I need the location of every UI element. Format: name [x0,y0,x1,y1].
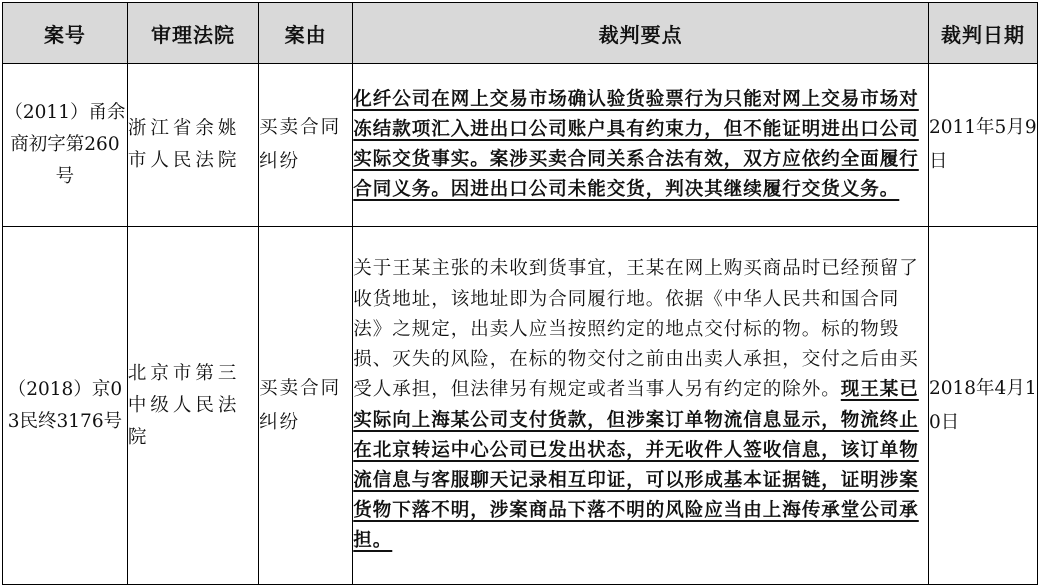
cause-cell: 买卖合同纠纷 [259,227,353,585]
ruling-points-cell [353,64,929,227]
table-row [3,64,1038,227]
case-number-cell: （2011）甬余商初字第260号 [3,64,128,227]
judgment-table [2,2,1038,585]
header-row [3,3,1038,64]
header-court: 审理法院 [127,3,258,64]
cause-cell: 买卖合同纠纷 [259,64,353,227]
case-number-cell: （2018）京03民终3176号 [3,227,128,585]
ruling-points-text: 关于王某主张的未收到货事宜，王某在网上购买商品时已经预留了收货地址，该地址即为合同履行地。依据《中华人民共和国合同法》之规定，出卖人应当按照约定的地点交付标的物。标的物毁损、灭失的风险，在标的物交付之前由出卖人承担，交付之后由买受人承担，但法律另有规定或者当事人另有约定的除外。 [353,258,919,401]
header-case-no: 案号 [3,3,128,64]
ruling-points-cell [353,227,929,585]
ruling-points-emphasis: 化纤公司在网上交易市场确认验货验票行为只能对网上交易市场对冻结款项汇入进出口公司账户具有约束力，但不能证明进出口公司实际交货事实。案涉买卖合同关系合法有效，双方应依约全面履行合同义务。因进出口公司未能交货，判决其继续履行交货义务。 [353,88,919,201]
court-cell: 北京市第三中级人民法院 [127,227,258,585]
ruling-points-emphasis: 现王某已实际向上海某公司支付货款，但涉案订单物流信息显示，物流终止在北京转运中心公司已发出状态，并无收件人签收信息，该订单物流信息与客服聊天记录相互印证，可以形成基本证据链，证明涉案货物下落不明，涉案商品下落不明的风险应当由上海传承堂公司承担。 [353,379,919,552]
table-row [3,227,1038,585]
header-points: 裁判要点 [353,3,929,64]
ruling-date-cell: 2011年5月9日 [928,64,1037,227]
ruling-date-cell: 2018年4月10日 [928,227,1037,585]
header-date: 裁判日期 [928,3,1037,64]
court-cell: 浙江省余姚市人民法院 [127,64,258,227]
header-cause: 案由 [259,3,353,64]
